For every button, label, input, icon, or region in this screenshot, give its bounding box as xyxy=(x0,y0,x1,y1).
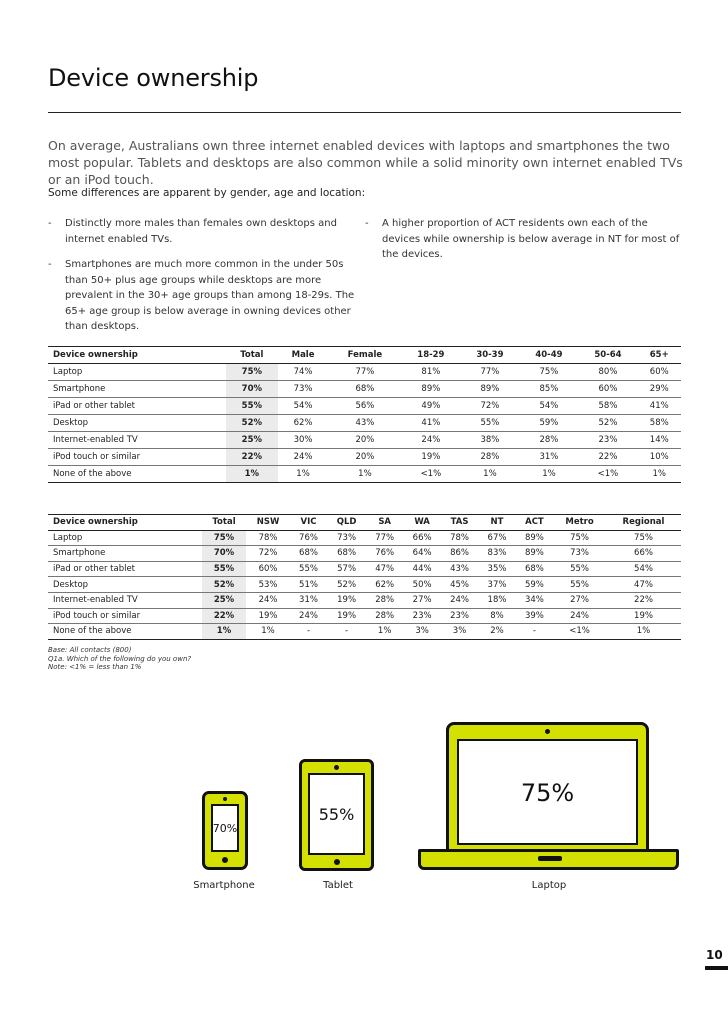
table-cell: 89% xyxy=(516,546,553,562)
table-cell: 64% xyxy=(403,546,440,562)
table-row xyxy=(48,466,681,483)
table-cell: 75% xyxy=(553,530,606,546)
table-cell: - xyxy=(327,624,366,640)
table-cell: 60% xyxy=(246,561,290,577)
table-cell: <1% xyxy=(553,624,606,640)
table-cell: 1% xyxy=(366,624,403,640)
column-header: NSW xyxy=(246,515,290,531)
row-label: Desktop xyxy=(48,415,226,432)
table-cell: 54% xyxy=(606,561,681,577)
table-cell: 59% xyxy=(519,415,578,432)
table-cell: 38% xyxy=(460,432,519,449)
table-cell: 62% xyxy=(278,415,329,432)
table-cell: 20% xyxy=(328,449,401,466)
table-cell: 60% xyxy=(578,381,637,398)
table-cell: 60% xyxy=(637,364,681,381)
table-cell: 75% xyxy=(606,530,681,546)
column-header: TAS xyxy=(441,515,478,531)
table-cell: 73% xyxy=(553,546,606,562)
bullet-marker: - xyxy=(48,259,52,270)
table-cell: 10% xyxy=(637,449,681,466)
table-cell: 83% xyxy=(478,546,515,562)
table-cell: <1% xyxy=(401,466,460,483)
bullet-marker: - xyxy=(48,218,52,229)
intro-paragraph: On average, Australians own three internet enabled devices with laptops and smartphones the two most popular. Tablets and desktops are also common while a solid minority own internet enabled TVs or an iPod touch. xyxy=(48,138,683,187)
table-cell: 37% xyxy=(478,577,515,593)
total-cell: 25% xyxy=(202,592,247,608)
table-cell: 57% xyxy=(327,561,366,577)
table-cell: 78% xyxy=(246,530,290,546)
table-row xyxy=(48,624,681,640)
table-cell: 22% xyxy=(578,449,637,466)
table-cell: 1% xyxy=(328,466,401,483)
column-header: SA xyxy=(366,515,403,531)
bullet-item xyxy=(365,216,685,263)
table-cell: 89% xyxy=(516,530,553,546)
table-row xyxy=(48,592,681,608)
table-cell: 23% xyxy=(441,608,478,624)
row-label: iPad or other tablet xyxy=(48,398,226,415)
touchpad-notch xyxy=(538,856,562,861)
table-cell: 50% xyxy=(403,577,440,593)
table-cell: 28% xyxy=(519,432,578,449)
table-cell: 41% xyxy=(637,398,681,415)
table-cell: 54% xyxy=(519,398,578,415)
table-row xyxy=(48,381,681,398)
table-cell: 45% xyxy=(441,577,478,593)
table-cell: <1% xyxy=(578,466,637,483)
table-row xyxy=(48,432,681,449)
table-cell: 54% xyxy=(278,398,329,415)
table-cell: 66% xyxy=(606,546,681,562)
webcam-dot xyxy=(545,729,550,734)
table-cell: 19% xyxy=(246,608,290,624)
bullet-text: Distinctly more males than females own desktops and internet enabled TVs. xyxy=(65,218,337,245)
column-header: 30-39 xyxy=(460,347,519,364)
bullet-item xyxy=(48,257,366,335)
row-label: Smartphone xyxy=(48,381,226,398)
table-cell: 18% xyxy=(478,592,515,608)
table-cell: 41% xyxy=(401,415,460,432)
table-cell: 19% xyxy=(327,592,366,608)
table-cell: 62% xyxy=(366,577,403,593)
table-cell: 47% xyxy=(606,577,681,593)
row-label: Laptop xyxy=(48,364,226,381)
table-cell: 76% xyxy=(290,530,327,546)
table-cell: 77% xyxy=(460,364,519,381)
column-header: Male xyxy=(278,347,329,364)
table-cell: 14% xyxy=(637,432,681,449)
table-cell: 76% xyxy=(366,546,403,562)
table-cell: 86% xyxy=(441,546,478,562)
row-label: None of the above xyxy=(48,624,202,640)
tablet-value: 55% xyxy=(318,804,355,824)
column-header: WA xyxy=(403,515,440,531)
table-cell: 31% xyxy=(290,592,327,608)
table-cell: 24% xyxy=(290,608,327,624)
table-row xyxy=(48,577,681,593)
table-cell: 74% xyxy=(278,364,329,381)
table-cell: - xyxy=(290,624,327,640)
smartphone-value: 70% xyxy=(212,821,238,835)
table-cell: 52% xyxy=(578,415,637,432)
title-divider xyxy=(48,112,681,113)
table-cell: 51% xyxy=(290,577,327,593)
column-header: VIC xyxy=(290,515,327,531)
bullets-right xyxy=(365,216,685,273)
column-header: 65+ xyxy=(637,347,681,364)
table-cell: 27% xyxy=(403,592,440,608)
smartphone-icon xyxy=(202,791,248,870)
table-cell: 53% xyxy=(246,577,290,593)
laptop-screen xyxy=(457,739,638,845)
table-header-row xyxy=(48,347,681,364)
row-label: None of the above xyxy=(48,466,226,483)
table-cell: 89% xyxy=(460,381,519,398)
total-cell: 1% xyxy=(202,624,247,640)
column-header: Female xyxy=(328,347,401,364)
table-cell: 47% xyxy=(366,561,403,577)
tablet-label: Tablet xyxy=(323,880,353,891)
table-row xyxy=(48,561,681,577)
column-header: Regional xyxy=(606,515,681,531)
table-cell: 28% xyxy=(460,449,519,466)
table-cell: 58% xyxy=(637,415,681,432)
table-cell: 35% xyxy=(478,561,515,577)
table-cell: 34% xyxy=(516,592,553,608)
total-cell: 22% xyxy=(226,449,278,466)
row-label: iPad or other tablet xyxy=(48,561,202,577)
table-row xyxy=(48,608,681,624)
table-cell: 73% xyxy=(327,530,366,546)
table-cell: - xyxy=(516,624,553,640)
table-cell: 39% xyxy=(516,608,553,624)
column-header: 50-64 xyxy=(578,347,637,364)
tablet-screen xyxy=(308,773,365,855)
table-cell: 59% xyxy=(516,577,553,593)
row-label: iPod touch or similar xyxy=(48,449,226,466)
home-button xyxy=(334,859,340,865)
row-label: Smartphone xyxy=(48,546,202,562)
table-cell: 72% xyxy=(460,398,519,415)
table-cell: 28% xyxy=(366,608,403,624)
camera-dot xyxy=(334,765,339,770)
total-cell: 70% xyxy=(226,381,278,398)
home-button xyxy=(222,857,228,863)
table-cell: 72% xyxy=(246,546,290,562)
table-cell: 23% xyxy=(578,432,637,449)
column-header: ACT xyxy=(516,515,553,531)
table-cell: 2% xyxy=(478,624,515,640)
column-header-device: Device ownership xyxy=(48,515,202,531)
table-cell: 85% xyxy=(519,381,578,398)
table-cell: 23% xyxy=(403,608,440,624)
total-cell: 55% xyxy=(202,561,247,577)
table-cell: 43% xyxy=(328,415,401,432)
table-cell: 3% xyxy=(403,624,440,640)
total-cell: 1% xyxy=(226,466,278,483)
laptop-label: Laptop xyxy=(531,880,567,891)
row-label: Desktop xyxy=(48,577,202,593)
table-cell: 24% xyxy=(553,608,606,624)
table-cell: 24% xyxy=(246,592,290,608)
table-cell: 68% xyxy=(516,561,553,577)
bullet-text: Smartphones are much more common in the under 50s than 50+ plus age groups while desktops are more prevalent in the 30+ age groups than among 18-29s. The 65+ age group is below average in owning devices other than desktops. xyxy=(65,259,355,332)
table-notes xyxy=(48,646,191,672)
ownership-by-demographics-table xyxy=(48,346,681,483)
table-cell: 44% xyxy=(403,561,440,577)
table-cell: 19% xyxy=(327,608,366,624)
total-cell: 70% xyxy=(202,546,247,562)
page-number: 10 xyxy=(706,948,723,962)
table-cell: 55% xyxy=(553,561,606,577)
column-header: 18-29 xyxy=(401,347,460,364)
table-cell: 68% xyxy=(290,546,327,562)
subheading: Some differences are apparent by gender, age and location: xyxy=(48,187,366,199)
table-cell: 30% xyxy=(278,432,329,449)
total-cell: 75% xyxy=(202,530,247,546)
column-header: Metro xyxy=(553,515,606,531)
row-label: iPod touch or similar xyxy=(48,608,202,624)
table-cell: 27% xyxy=(553,592,606,608)
laptop-base xyxy=(418,849,679,870)
table-row xyxy=(48,546,681,562)
column-header-device: Device ownership xyxy=(48,347,226,364)
question-note: Q1a. Which of the following do you own? xyxy=(48,654,192,663)
table-cell: 52% xyxy=(327,577,366,593)
table-cell: 55% xyxy=(553,577,606,593)
table-cell: 81% xyxy=(401,364,460,381)
smartphone-label: Smartphone xyxy=(193,880,255,891)
table-cell: 68% xyxy=(327,546,366,562)
speaker-dot xyxy=(223,797,227,801)
row-label: Laptop xyxy=(48,530,202,546)
laptop-value: 75% xyxy=(520,779,575,807)
legend-note: Note: <1% = less than 1% xyxy=(48,663,142,672)
table-row xyxy=(48,530,681,546)
table-cell: 66% xyxy=(403,530,440,546)
table-cell: 29% xyxy=(637,381,681,398)
bullets-left xyxy=(48,216,366,345)
table-cell: 55% xyxy=(290,561,327,577)
table-cell: 24% xyxy=(401,432,460,449)
table-cell: 1% xyxy=(606,624,681,640)
column-header: 40-49 xyxy=(519,347,578,364)
table-cell: 1% xyxy=(637,466,681,483)
total-cell: 22% xyxy=(202,608,247,624)
table-row xyxy=(48,415,681,432)
table-cell: 73% xyxy=(278,381,329,398)
table-cell: 8% xyxy=(478,608,515,624)
column-header: NT xyxy=(478,515,515,531)
smartphone-screen xyxy=(211,804,239,852)
table-cell: 1% xyxy=(519,466,578,483)
column-header: Total xyxy=(202,515,247,531)
row-label: Internet-enabled TV xyxy=(48,432,226,449)
table-cell: 3% xyxy=(441,624,478,640)
table-cell: 22% xyxy=(606,592,681,608)
table-row xyxy=(48,364,681,381)
table-cell: 56% xyxy=(328,398,401,415)
total-cell: 52% xyxy=(226,415,278,432)
table-row xyxy=(48,449,681,466)
table-row xyxy=(48,398,681,415)
laptop-icon xyxy=(446,722,649,852)
table-header-row xyxy=(48,515,681,531)
table-cell: 67% xyxy=(478,530,515,546)
total-cell: 52% xyxy=(202,577,247,593)
tablet-icon xyxy=(299,759,374,871)
base-note: Base: All contacts (800) xyxy=(48,646,132,654)
total-cell: 55% xyxy=(226,398,278,415)
bullet-text: A higher proportion of ACT residents own each of the devices while ownership is below average in NT for most of the devices. xyxy=(382,218,680,260)
table-cell: 43% xyxy=(441,561,478,577)
ownership-by-location-table xyxy=(48,514,681,640)
total-cell: 25% xyxy=(226,432,278,449)
table-cell: 1% xyxy=(246,624,290,640)
table-cell: 78% xyxy=(441,530,478,546)
table-cell: 77% xyxy=(328,364,401,381)
table-cell: 55% xyxy=(460,415,519,432)
column-header: QLD xyxy=(327,515,366,531)
column-header: Total xyxy=(226,347,278,364)
table-cell: 77% xyxy=(366,530,403,546)
table-cell: 24% xyxy=(278,449,329,466)
bullet-marker: - xyxy=(365,218,369,229)
table-cell: 75% xyxy=(519,364,578,381)
table-cell: 19% xyxy=(606,608,681,624)
table-cell: 28% xyxy=(366,592,403,608)
table-cell: 20% xyxy=(328,432,401,449)
page-number-bar xyxy=(705,966,728,970)
table-cell: 24% xyxy=(441,592,478,608)
table-cell: 68% xyxy=(328,381,401,398)
page-title: Device ownership xyxy=(48,64,259,92)
row-label: Internet-enabled TV xyxy=(48,592,202,608)
total-cell: 75% xyxy=(226,364,278,381)
table-cell: 31% xyxy=(519,449,578,466)
table-cell: 1% xyxy=(278,466,329,483)
table-cell: 80% xyxy=(578,364,637,381)
table-cell: 49% xyxy=(401,398,460,415)
table-cell: 58% xyxy=(578,398,637,415)
table-cell: 89% xyxy=(401,381,460,398)
table-cell: 19% xyxy=(401,449,460,466)
table-cell: 1% xyxy=(460,466,519,483)
bullet-item xyxy=(48,216,366,247)
